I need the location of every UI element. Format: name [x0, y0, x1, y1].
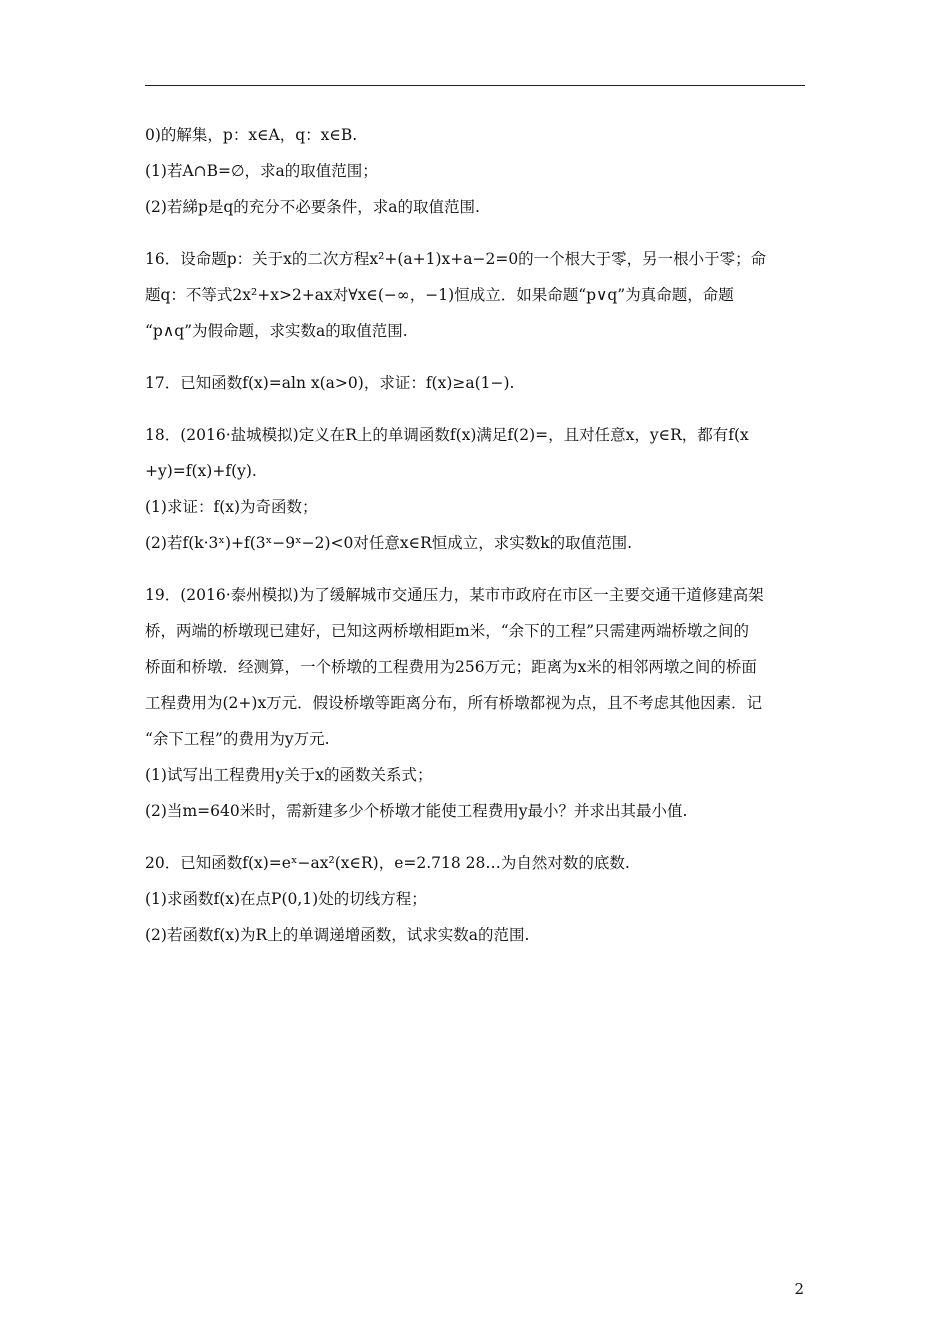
text-line: (1)求证：f(x)为奇函数；	[145, 498, 318, 516]
text-line: “p∧q”为假命题，求实数a的取值范围.	[145, 322, 408, 340]
text-line: 0)的解集，p：x∈A，q：x∈B.	[145, 126, 358, 144]
text-line: 题q：不等式2x²+x>2+ax对∀x∈(−∞，−1)恒成立．如果命题“p∨q”为真命题，命题	[145, 286, 734, 304]
text-line: 桥，两端的桥墩现已建好，已知这两桥墩相距m米，“余下的工程”只需建两端桥墩之间的	[145, 622, 750, 640]
text-line: “余下工程”的费用为y万元.	[145, 730, 330, 748]
text-line: (2)当m=640米时，需新建多少个桥墩才能使工程费用y最小？并求出其最小值.	[145, 802, 688, 820]
problem-17-line: 17．已知函数f(x)=aln x(a>0)，求证：f(x)≥a(1−).	[145, 374, 515, 392]
document-body	[145, 124, 810, 960]
text-line: (1)试写出工程费用y关于x的函数关系式；	[145, 766, 433, 784]
text-line: (1)若A∩B=∅，求a的取值范围；	[145, 162, 378, 180]
problem-20-line: 20．已知函数f(x)=eˣ−ax²(x∈R)，e=2.718 28…为自然对数的底数.	[145, 854, 630, 872]
text-line: (2)若函数f(x)为R上的单调递增函数，试求实数a的范围.	[145, 926, 530, 944]
page-number: 2	[794, 1280, 804, 1298]
problem-18-line: 18．(2016·盐城模拟)定义在R上的单调函数f(x)满足f(2)=，且对任意x，y∈R，都有f(x	[145, 426, 749, 444]
header-rule	[145, 85, 805, 86]
problem-16-line: 16．设命题p：关于x的二次方程x²+(a+1)x+a−2=0的一个根大于零，另一根小于零；命	[145, 250, 767, 268]
text-line: +y)=f(x)+f(y).	[145, 462, 257, 480]
text-line: (2)若綈p是q的充分不必要条件，求a的取值范围.	[145, 198, 480, 216]
text-line: (1)求函数f(x)在点P(0,1)处的切线方程；	[145, 890, 427, 908]
text-line: (2)若f(k·3ˣ)+f(3ˣ−9ˣ−2)<0对任意x∈R恒成立，求实数k的取值范围.	[145, 534, 633, 552]
text-line: 桥面和桥墩．经测算，一个桥墩的工程费用为256万元；距离为x米的相邻两墩之间的桥面	[145, 658, 757, 676]
text-line: 工程费用为(2+)x万元．假设桥墩等距离分布，所有桥墩都视为点，且不考虑其他因素．记	[145, 694, 763, 712]
problem-19-line: 19．(2016·泰州模拟)为了缓解城市交通压力，某市市政府在市区一主要交通干道修建高架	[145, 586, 764, 604]
